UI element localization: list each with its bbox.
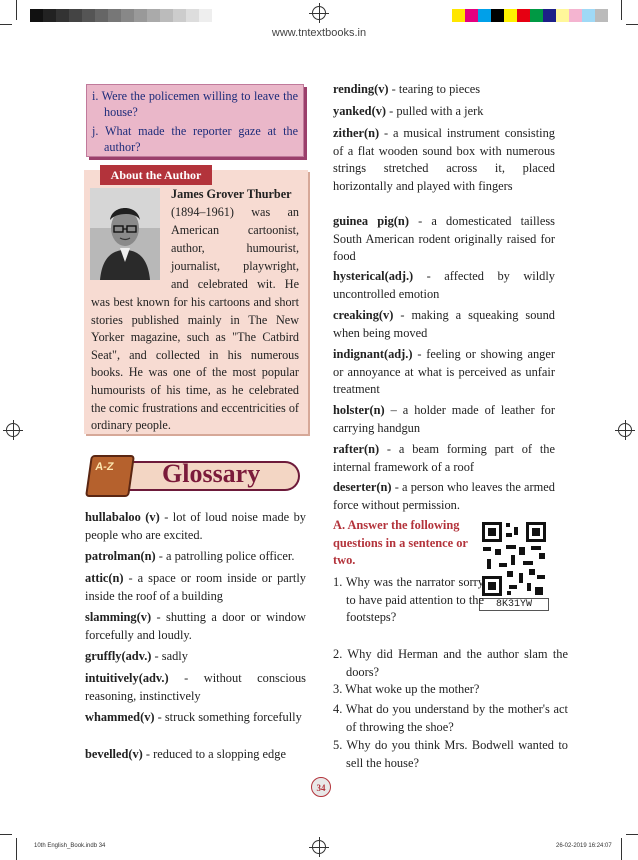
continued-questions-box (86, 84, 304, 157)
question-i: i. Were the policemen willing to leave the house? (92, 89, 298, 119)
glossary-entry: deserter(n) - a person who leaves the armed force without permission. (333, 480, 555, 512)
page-number: 34 (311, 777, 331, 797)
exercise-question: 1. Why was the narrator sorry to have paid attention to the footsteps? (333, 575, 484, 625)
author-portrait-icon (90, 188, 160, 280)
glossary-banner (88, 455, 302, 497)
author-line: American cartoonist, (171, 223, 299, 237)
exercise-heading: A. Answer the following questions in a sentence or two. (333, 518, 468, 568)
author-line: journalist, playwright, (171, 259, 299, 273)
glossary-entry: holster(n) – a holder made of leather for carrying handgun (333, 403, 555, 435)
crop-mark (0, 834, 12, 835)
author-bio: was best known for his cartoons and short stories published mainly in The New Yorker magazine, such as "The Catbird Seat", and collected in his numerous books. He was one of the most popular humourists of his time, as he celebrated the comic frustrations and eccentricities of ordinary people. (91, 295, 299, 433)
glossary-entry: indignant(adj.) - feeling or showing anger or annoyance at what is perceived as unfair treatment (333, 347, 555, 397)
glossary-entry: yanked(v) - pulled with a jerk (333, 104, 484, 118)
registration-mark-icon (6, 423, 20, 437)
glossary-entry: rafter(n) - a beam forming part of the internal framework of a roof (333, 442, 555, 474)
glossary-entry: zither(n) - a musical instrument consisting of a flat wooden sound box with numerous strings stretched across it, placed horizontally and played with fingers (333, 126, 555, 193)
glossary-entry: attic(n) - a space or room inside or partly inside the roof of a building (85, 571, 306, 603)
footer-timestamp: 26-02-2019 16:24:07 (556, 843, 612, 849)
author-line: author, humourist, (171, 241, 299, 255)
crop-mark (16, 0, 17, 20)
glossary-entry: patrolman(n) - a patrolling police officer. (85, 549, 295, 563)
crop-mark (0, 24, 12, 25)
crop-mark (16, 838, 17, 860)
author-line: and celebrated wit. He (171, 277, 299, 291)
color-calibration-strip (452, 9, 608, 22)
crop-mark (626, 834, 638, 835)
qr-code-icon[interactable] (479, 519, 549, 601)
author-name: James Grover Thurber (171, 187, 292, 201)
glossary-entry: creaking(v) - making a squeaking sound when being moved (333, 308, 555, 340)
crop-mark (621, 838, 622, 860)
glossary-entry: bevelled(v) - reduced to a slopping edge (85, 747, 286, 761)
qr-code-label: 8K31YW (479, 598, 549, 611)
dictionary-book-icon: A-Z (85, 455, 135, 497)
grayscale-calibration-strip (30, 9, 212, 22)
crop-mark (621, 0, 622, 20)
question-j: j. What made the reporter gaze at the author? (92, 124, 298, 154)
crop-mark (626, 24, 638, 25)
glossary-entry: gruffly(adv.) - sadly (85, 649, 188, 663)
glossary-entry: intuitively(adv.) - without conscious reasoning, instinctively (85, 671, 306, 703)
website-url: www.tntextbooks.in (271, 27, 367, 39)
glossary-title: Glossary (162, 459, 261, 488)
glossary-entry: hysterical(adj.) - affected by wildly uncontrolled emotion (333, 269, 555, 301)
exercise-question: 4. What do you understand by the mother's act of throwing the shoe? (333, 702, 568, 734)
glossary-entry: whammed(v) - struck something forcefully (85, 710, 302, 724)
exercise-question: 5. Why do you think Mrs. Bodwell wanted to sell the house? (333, 738, 568, 770)
about-author-heading: About the Author (100, 165, 212, 185)
glossary-entry: hullabaloo (v) - lot of loud noise made by people who are excited. (85, 510, 307, 542)
footer-filename: 10th English_Book.indb 34 (34, 843, 106, 849)
registration-mark-icon (312, 6, 326, 20)
author-line: (1894–1961) was an (171, 205, 299, 219)
glossary-entry: slamming(v) - shutting a door or window forcefully and loudly. (85, 610, 306, 642)
registration-mark-icon (618, 423, 632, 437)
exercise-question: 3. What woke up the mother? (333, 682, 480, 696)
glossary-entry: guinea pig(n) - a domesticated tailless South American rodent originally raised for food (333, 214, 555, 264)
exercise-question: 2. Why did Herman and the author slam the doors? (333, 647, 568, 679)
registration-mark-icon (312, 840, 326, 854)
glossary-entry: rending(v) - tearing to pieces (333, 82, 481, 96)
